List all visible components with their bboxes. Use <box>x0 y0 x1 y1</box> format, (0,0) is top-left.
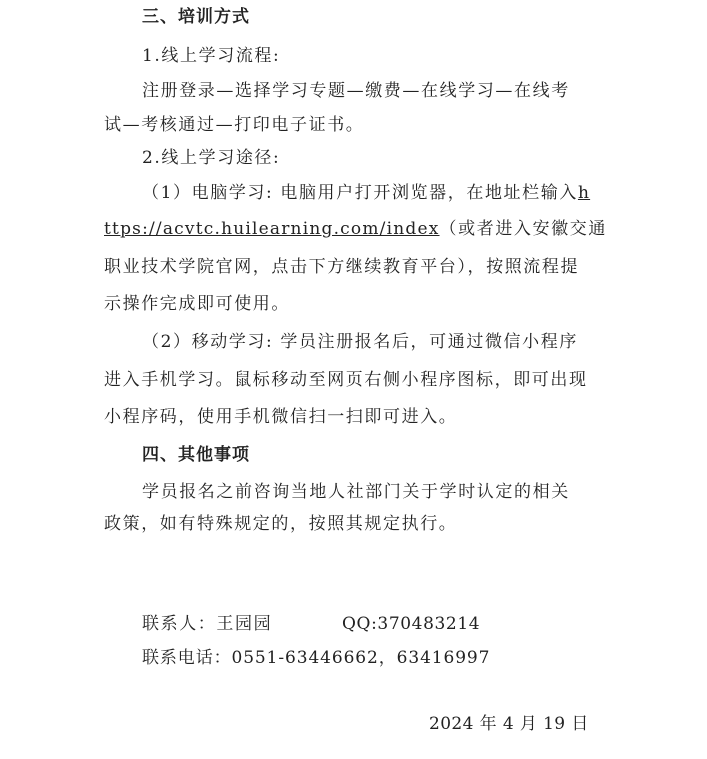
pc-study-line-1 <box>142 182 590 204</box>
other-matters-line-1: 学员报名之前咨询当地人社部门关于学时认定的相关 <box>142 482 570 502</box>
contact-person: 联系人：王园园 <box>142 614 273 634</box>
online-flow-line-1: 注册登录—选择学习专题—缴费—在线学习—在线考 <box>142 81 570 101</box>
document-date: 2024 年 4 月 19 日 <box>429 714 589 734</box>
section-4-heading: 四、其他事项 <box>142 445 250 465</box>
other-matters-line-2: 政策，如有特殊规定的，按照其规定执行。 <box>104 514 458 534</box>
online-flow-title: 1.线上学习流程: <box>142 46 281 66</box>
pc-study-text-2: （或者进入安徽交通 <box>439 219 607 239</box>
url-link[interactable]: ttps://acvtc.huilearning.com/index <box>104 219 440 239</box>
mobile-study-line-2: 进入手机学习。鼠标移动至网页右侧小程序图标，即可出现 <box>104 370 588 390</box>
online-channels-title: 2.线上学习途径: <box>142 148 281 168</box>
mobile-study-line-3: 小程序码，使用手机微信扫一扫即可进入。 <box>104 407 458 427</box>
pc-study-line-2 <box>104 218 607 240</box>
pc-study-line-4: 示操作完成即可使用。 <box>104 294 290 314</box>
online-flow-line-2: 试—考核通过—打印电子证书。 <box>104 115 365 135</box>
pc-study-line-3: 职业技术学院官网，点击下方继续教育平台），按照流程提 <box>104 257 580 277</box>
section-3-heading: 三、培训方式 <box>142 7 250 27</box>
mobile-study-line-1: （2）移动学习: 学员注册报名后，可通过微信小程序 <box>142 332 578 352</box>
url-link-start[interactable]: h <box>577 183 591 203</box>
contact-qq: QQ:370483214 <box>342 614 481 634</box>
contact-phone: 联系电话：0551-63446662，63416997 <box>142 648 491 668</box>
pc-study-text: （1）电脑学习: 电脑用户打开浏览器，在地址栏输入 <box>142 183 578 203</box>
